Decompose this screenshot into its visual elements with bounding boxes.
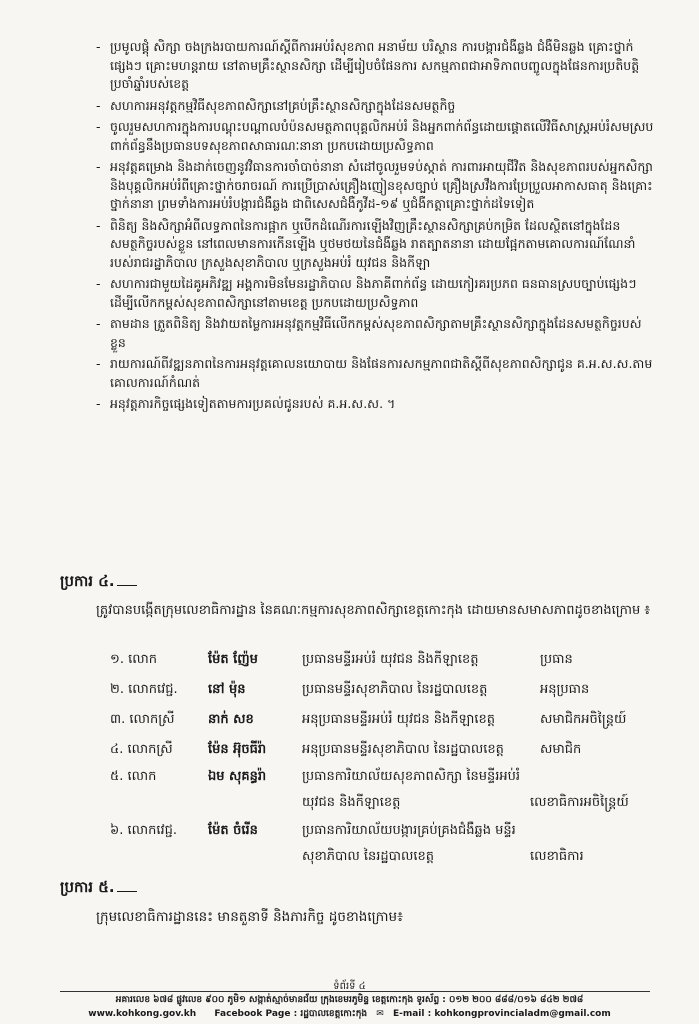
duties-list	[96, 38, 656, 417]
duty-text: អនុវត្តភារកិច្ចផ្សេងទៀតតាមការប្រគល់ជូនរបស់ គ.អ.ស.ស. ។	[110, 396, 396, 411]
duty-item	[96, 217, 656, 273]
member-position: ប្រធានការិយាល័យបង្ការគ្រប់គ្រងជំងឺឆ្លង មន្ទីរ	[302, 823, 516, 838]
facebook-page-link[interactable]: រដ្ឋបាលខេត្តកោះកុង	[300, 1009, 368, 1019]
duty-text: សហការអនុវត្តកម្មវិធីសុខភាពសិក្សានៅគ្រប់គ្រឹះស្ថានសិក្សាក្នុងដែនសមត្ថកិច្ច	[110, 97, 456, 113]
member-name: នាក់ សខ	[208, 712, 254, 727]
member-name: ម៉ែត ចំរើន	[208, 823, 258, 838]
member-position: ប្រធានមន្ទីរអប់រំ យុវជន និងកីឡាខេត្ត	[302, 652, 479, 667]
duty-item	[96, 118, 656, 155]
footer-divider	[60, 991, 650, 992]
member-row	[110, 822, 670, 864]
bullet-dash: -	[96, 119, 101, 134]
member-position-cont: យុវជន និងកីឡាខេត្ត	[302, 795, 401, 810]
bullet-dash: -	[96, 217, 101, 233]
member-title: ២. លោកវេជ្ជ.	[110, 682, 178, 697]
bullet-dash: -	[96, 39, 101, 54]
footer-address: អគារលេខ ៦៧៨ ផ្លូវលេខ ៩០០ ភូមិ១ សង្កាត់ស្មាច់មានជ័យ ក្រុងខេមរភូមិន្ទ ខេត្តកោះកុង ទូរស័ព្ទ : ០១២ ២០០ ៨៨៨/០១៦ ៨៤២ ២៧៨	[115, 995, 584, 1005]
member-title: ១. លោក	[110, 652, 157, 667]
duty-text: តាមដាន ត្រួតពិនិត្យ និងវាយតម្លៃការអនុវត្តកម្មវិធីលើកកម្ពស់សុខភាពសិក្សាតាមគ្រឹះស្ថានសិក្សាក្នុងដែនសមត្ថកិច្ចរបស់ខ្លួន	[110, 316, 642, 350]
member-position: ប្រធានការិយាល័យសុខភាពសិក្សា នៃមន្ទីរអប់រំ	[302, 769, 520, 784]
article-4-heading	[60, 572, 137, 594]
bullet-dash: -	[96, 396, 101, 411]
duty-text: ចូលរួមសហការក្នុងការបណ្តុះបណ្តាលបំប៉នសមត្ថភាពបុគ្គលិកអប់រំ និងអ្នកពាក់ព័ន្ធដោយផ្តោតលើវិធីសាស្ត្រអប់រំសមស្របពាក់ព័ន្ធនឹងប្រធានបទសុខភាពសាធារណៈនានា ប្រកបដោយប្រសិទ្ធភាព	[110, 119, 654, 153]
footer-contacts	[0, 1008, 699, 1021]
facebook-label: Facebook Page :	[214, 1009, 298, 1019]
email-link[interactable]: kohkongprovincialadm@gmail.com	[434, 1009, 611, 1019]
email-label: E-mail :	[392, 1009, 432, 1019]
bullet-dash: -	[96, 97, 101, 113]
article-5-label: ប្រការ ៥.	[60, 878, 115, 896]
duty-item	[96, 315, 656, 352]
duty-text: អនុវត្តគម្រោង និងដាក់ចេញនូវវិធានការចាំបាច់នានា សំដៅចូលរួមទប់ស្កាត់ ការពារអាយុជីវិត និងសុខភាពរបស់អ្នកសិក្សានិងបុគ្គលិកអប់រំពីគ្រោះថ្នាក់ចរាចរណ៍ ការប្រើប្រាស់គ្រឿងញៀនខុសច្បាប់ គ្រឿងស្រវឹងការប្រែប្រួលអាកាសធាតុ និងគ្រោះថ្នាក់នានា ព្រមទាំងការអប់រំបង្ការជំងឺឆ្លង ជាពិសេសជំងឺកូវីដ-១៩ ឬជំងឺកត្តាគ្រោះថ្នាក់ដទៃទៀត	[110, 159, 653, 211]
member-role: អនុប្រធាន	[540, 682, 590, 697]
member-position-cont: សុខាភិបាល នៃរដ្ឋបាលខេត្ត	[302, 849, 435, 864]
member-name: ឯម សុគន្ធរ៉ា	[208, 769, 267, 784]
email-icon: ✉	[376, 1009, 384, 1019]
member-role: សមាជិក	[540, 742, 582, 757]
member-role: ប្រធាន	[540, 652, 573, 667]
member-title: ៣. លោកស្រី	[110, 712, 175, 727]
member-row	[110, 681, 670, 701]
article-4-label: ប្រការ ៤.	[60, 572, 115, 590]
duty-item	[96, 158, 656, 214]
page-number: ទំព័រទី ៤	[333, 981, 366, 992]
member-row	[110, 711, 670, 731]
article-4-intro: ត្រូវបានបង្កើតក្រុមលេខាធិការដ្ឋាន នៃគណៈកម្មការសុខភាពសិក្សាខេត្តកោះកុង ដោយមានសមាសភាពដូចខាងក្រោម ៖	[96, 603, 651, 618]
bullet-dash: -	[96, 276, 101, 291]
duty-text: ប្រមូលផ្តុំ សិក្សា ចងក្រងរបាយការណ៍ស្ដីពីការអប់រំសុខភាព អនាម័យ បរិស្ថាន ការបង្ការជំងឺឆ្លង ជំងឺមិនឆ្លង គ្រោះថ្នាក់ផ្សេងៗ គ្រោះមហន្តរាយ នៅតាមគ្រឹះស្ថានសិក្សា ដើម្បីរៀបចំផែនការ សកម្មភាពជាអាទិភាពបញ្ចូលក្នុងផែនការប្រតិបត្តិប្រចាំឆ្នាំរបស់ខេត្ត	[110, 39, 640, 91]
member-name: ម៉ែន អ៊ុចធីរ៉ា	[208, 742, 267, 757]
member-row	[110, 651, 670, 671]
duty-text: ពិនិត្យ និងសិក្សាអំពីលទ្ធភាពនៃការផ្អាក ឬបើកដំណើរការឡើងវិញគ្រឹះស្ថានសិក្សាគ្រប់កម្រិត ដែលស្ថិតនៅក្នុងដែនសមត្ថកិច្ចរបស់ខ្លួន នៅពេលមានការកើនឡើង ឬថមថយនៃជំងឺឆ្លង រាតត្បាតនានា ដោយផ្អែកតាមគោលការណ៍ណែនាំរបស់រាជរដ្ឋាភិបាល ក្រសួងសុខាភិបាល ឬក្រសួងអប់រំ យុវជន និងកីឡា	[110, 217, 636, 270]
member-row	[110, 768, 670, 810]
duty-text: សហការជាមួយដៃគូអភិវឌ្ឍ អង្គការមិនមែនរដ្ឋាភិបាល និងភាគីពាក់ព័ន្ធ ដោយកៀរគរប្រភព ធនធានស្របច្បាប់ផ្សេងៗ ដើម្បីលើកកម្ពស់សុខភាពសិក្សានៅតាមខេត្ត ប្រកបដោយប្រសិទ្ធភាព	[110, 276, 637, 310]
article-5-heading	[60, 878, 137, 900]
duty-text: រាយការណ៍ពីវឌ្ឍនភាពនៃការអនុវត្តគោលនយោបាយ និងផែនការសកម្មភាពជាតិស្ដីពីសុខភាពសិក្សាជូន គ.អ.ស.ស.តាមគោលការណ៍កំណត់	[110, 356, 653, 390]
duty-item	[96, 38, 656, 94]
bullet-dash: -	[96, 356, 101, 371]
bullet-dash: -	[96, 159, 101, 174]
duty-item	[96, 97, 656, 116]
duty-item	[96, 355, 656, 392]
bullet-dash: -	[96, 316, 101, 331]
member-position: ប្រធានមន្ទីរសុខាភិបាល នៃរដ្ឋបាលខេត្ត	[302, 682, 488, 697]
member-position: អនុប្រធានមន្ទីរសុខាភិបាល នៃរដ្ឋបាលខេត្ត	[302, 742, 504, 757]
member-role: លេខាធិការអចិន្ត្រៃយ៍	[530, 795, 629, 810]
article-5-text: ក្រុមលេខាធិការដ្ឋាននេះ មានតួនាទី និងភារកិច្ច ដូចខាងក្រោម៖	[96, 909, 403, 925]
member-title: ៥. លោក	[110, 769, 157, 784]
member-row	[110, 741, 670, 761]
duty-item	[96, 395, 656, 414]
member-name: នៅ ម៉ុន	[208, 682, 246, 697]
member-title: ៤. លោកស្រី	[110, 742, 173, 757]
member-position: អនុប្រធានមន្ទីរអប់រំ យុវជន និងកីឡាខេត្ត	[302, 712, 496, 727]
member-name: ម៉ែត ញ៉ែម	[208, 652, 258, 667]
member-role: សមាជិកអចិន្ត្រៃយ៍	[540, 712, 627, 727]
member-role: លេខាធិការ	[530, 849, 584, 864]
duty-item	[96, 275, 656, 312]
website-link[interactable]: www.kohkong.gov.kh	[88, 1009, 197, 1019]
member-title: ៦. លោកវេជ្ជ.	[110, 823, 177, 838]
